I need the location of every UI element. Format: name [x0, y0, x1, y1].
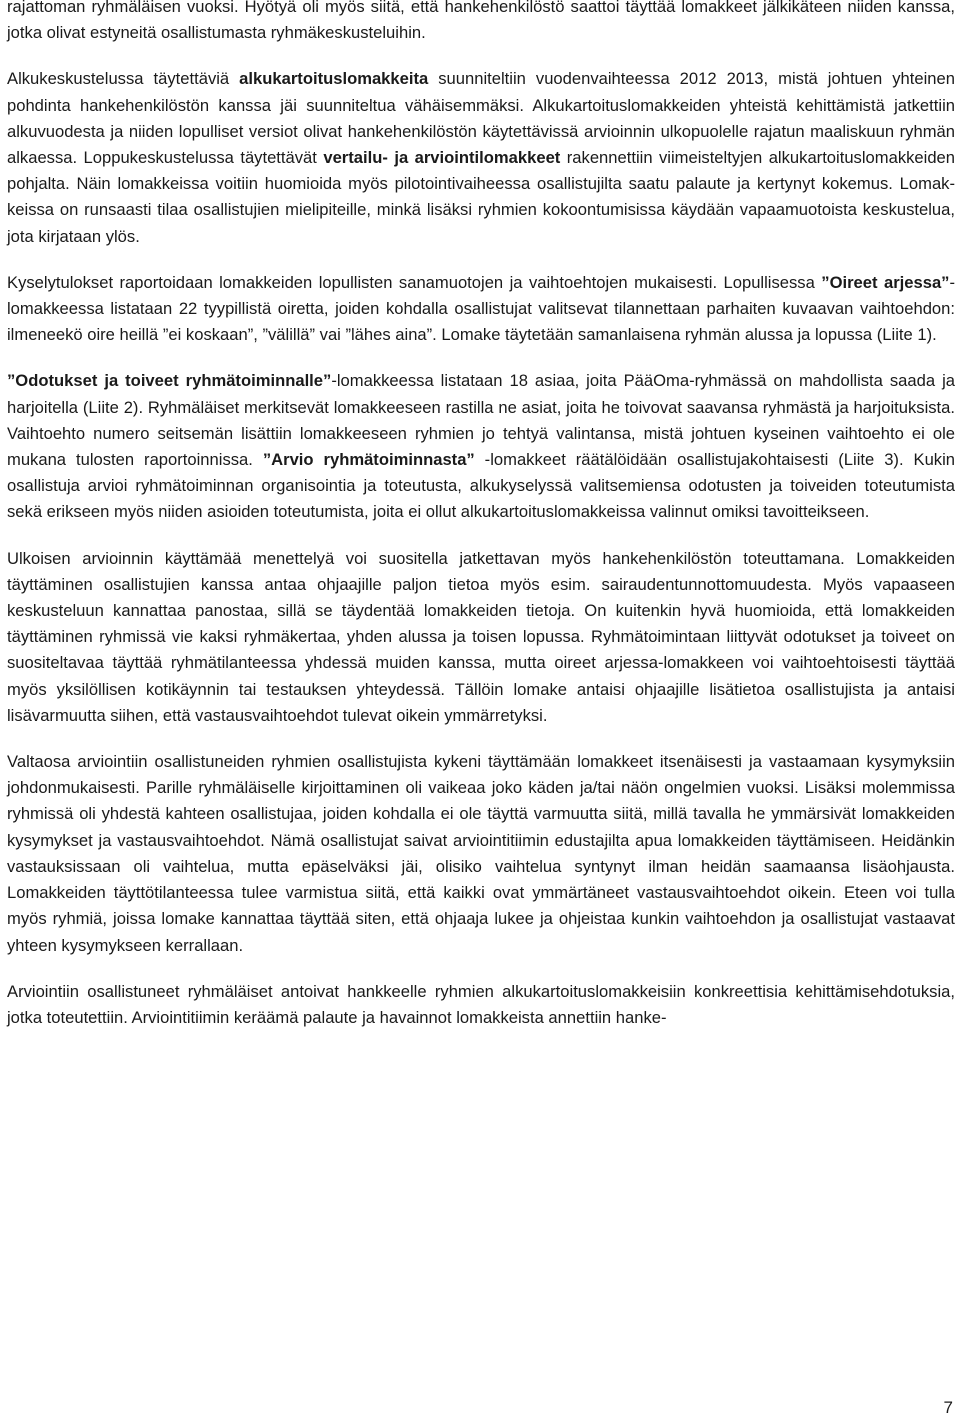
paragraph-2 — [7, 66, 955, 249]
paragraph-5 — [7, 546, 955, 729]
text-run: suunniteltiin vuodenvaihteessa 2012 2013, mistä johtuen yhteinen pohdinta hankehenkilöstön kanssa jäi suunniteltua vähäisemmäksi. Alkukartoituslomakkeiden yhteistä kehittämistä jatkettiin alkuvuodesta ja niiden lopulliset versiot olivat hankehenkilöstön käytettävissä arvioinnin ulkopuolelle rajatun maaliskuun ryhmän alkaessa. Loppukeskustelussa täytettävät — [7, 69, 955, 168]
text-run: -lomakkeessa listataan 18 asiaa, joita PääOma-ryhmässä on mahdollista saada ja harjoitella (Liite 2). Ryhmäläiset merkitsevät lomakkeeseen rastilla ne asiat, joita he toivovat saavansa ryhmästä ja harjoituksista. Vaihtoehto numero seitsemän lisättiin lomakkeeseen ryhmien jo tehtyä valintansa, mistä johtuen kyseinen vaihtoehto ei ole mukana tulosten raportoinnissa. — [7, 371, 955, 470]
text-run: Kyselytulokset raportoidaan lomakkeiden lopullisten sanamuotojen ja vaihtoehtojen mukaisesti. Lopullisessa — [7, 272, 822, 292]
bold-term-alkukartoituslomakkeita: alkukartoituslomakkeita — [239, 69, 429, 89]
text-run: Alkukeskustelussa täytettäviä — [7, 69, 240, 89]
paragraph-6 — [7, 749, 955, 959]
text-run: rakennettiin viimeisteltyjen alkukartoituslomakkeiden pohjalta. Näin lomakkeissa voitiin huomioida myös pilotointivaiheessa osallistujilta saatu palaute ja kertynyt kokemus. Lomakkeissa on runsaasti tilaa osallistujien mielipiteille, minkä lisäksi ryhmien kokoontumisissa käydään vapaamuotoista keskustelua, jota kirjataan ylös. — [7, 148, 956, 246]
text-run: -lomakkeessa listataan 22 tyypillistä oiretta, joiden kohdalla osallistujat valitsevat tilannettaan parhaiten kuvaavan vaihtoehdon: ilmeneekö oire heillä ”ei koskaan”, ”välillä” vai ”lähes aina”. Lomake täytetään samanlaisena ryhmän alussa ja lopussa (Liite 1). — [7, 272, 956, 345]
bold-term-odotukset-ja-toiveet: ”Odotukset ja toiveet ryhmätoiminnalle” — [7, 371, 332, 391]
paragraph-3 — [7, 270, 955, 349]
text-run: rajattoman ryhmäläisen vuoksi. Hyötyä oli myös siitä, että hankehenkilöstö saattoi täyttää lomakkeet jälkikäteen niiden kanssa, jotka olivat estyneitä osallistumasta ryhmäkeskusteluihin. — [7, 0, 955, 43]
bold-term-arvio-ryhmatoiminnasta: ”Arvio ryhmätoiminnasta” — [262, 450, 475, 470]
bold-term-oireet-arjessa: ”Oireet arjessa” — [821, 272, 950, 292]
page-number: 7 — [943, 1398, 953, 1417]
text-run: Valtaosa arviointiin osallistuneiden ryhmien osallistujista kykeni täyttämään lomakkeet itsenäisesti ja vastaamaan kysymyksiin johdonmukaisesti. Parille ryhmäläiselle kirjoittaminen oli vaikeaa joko käden ja/tai näön ongelmien vuoksi. Lisäksi molemmissa ryhmissä oli yhdestä kahteen osallistujaa, joiden kohdalla ei ole täyttä varmuutta siitä, millä tavalla he ymmärsivät lomakkeiden kysymykset ja vastausvaihtoehdot. Nämä osallistujat saivat arviointitiimin edustajilta apua lomakkeiden täyttämiseen. Heidänkin vastauksissaan oli vaihtelua, mutta epäselväksi jäi, olisiko vaihtelua syntynyt ilman heidän saamaansa lisäohjausta. Lomakkeiden täyttötilanteessa tulee varmistua siitä, että kaikki ovat ymmärtäneet vastausvaihtoehdot oikein. Eteen voi tulla myös ryhmiä, joissa lomake kannattaa täyttää siten, että ohjaaja lukee ja ohjeistaa kunkin vaihtoehdon ja osallistujat vastaavat yhteen kysymykseen kerrallaan. — [7, 752, 955, 955]
text-run: Arviointiin osallistuneet ryhmäläiset antoivat hankkeelle ryhmien alkukartoituslomakkeisiin konkreettisia kehittämisehdotuksia, jotka toteutettiin. Arviointitiimin keräämä palaute ja havainnot lomakkeista annettiin hanke- — [7, 981, 955, 1027]
paragraph-7 — [7, 979, 955, 1031]
text-run: -lomakkeet räätälöidään osallistujakohtaisesti (Liite 3). Kukin osallistuja arvioi ryhmätoiminnan organisointia ja toteutusta, alkukyselyssä valitsemiensa odotusten ja toiveiden toteutumista sekä erikseen myös niiden asioiden toteutumista, joita ei ollut alkukartoituslomakkeissa valinnut omiksi tavoitteikseen. — [7, 450, 956, 522]
document-page — [7, 0, 955, 1051]
bold-term-vertailu-lomakkeet: vertailu- ja arviointilomakkeet — [323, 148, 561, 168]
paragraph-4 — [7, 368, 955, 525]
paragraph-1 — [7, 0, 955, 46]
text-run: Ulkoisen arvioinnin käyttämää menettelyä voi suositella jatkettavan myös hankehenkilöstön toteuttamana. Lomakkeiden täyttäminen osallistujien kanssa antaa ohjaajille paljon tietoa myös esim. sairaudentunnottomuudesta. Myös vapaaseen keskusteluun kannattaa panostaa, sillä se täydentää lomakkeiden tietoja. On kuitenkin hyvä huomioida, että lomakkeiden täyttäminen ryhmissä vie kaksi ryhmäkertaa, yhden alussa ja toisen lopussa. Ryhmätoimintaan liittyvät odotukset ja toiveet on suositeltavaa täyttää ryhmätilanteessa yhdessä muiden kanssa, mutta oireet arjessa-lomakkeen voi vaihtoehtoisesti täyttää myös yksilöllisen kotikäynnin tai testauksen yhteydessä. Tällöin lomake antaisi ohjaajille lisätietoa osallistujista ja antaisi lisävarmuutta siihen, että vastausvaihtoehdot tulevat oikein ymmärretyksi. — [7, 548, 955, 725]
